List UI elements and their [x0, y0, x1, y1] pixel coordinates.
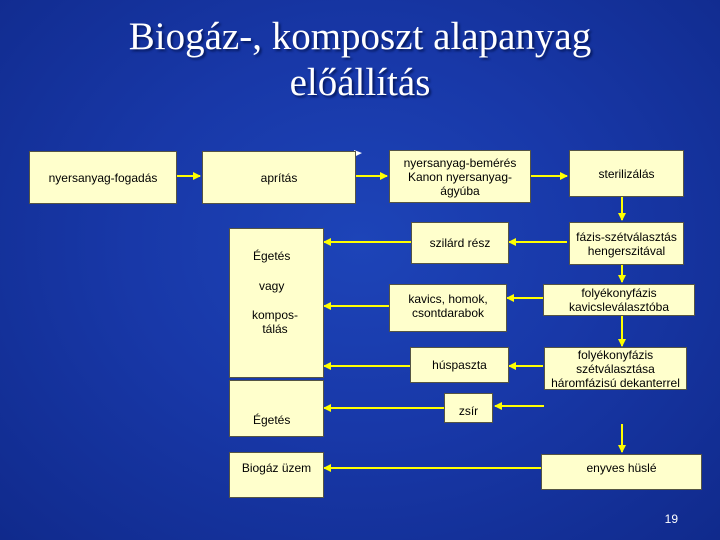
box-reception: [29, 151, 177, 204]
slide-title-line-1: Biogáz-, komposzt alapanyag: [128, 15, 592, 58]
label-meat-paste: húspaszta: [432, 358, 487, 372]
label-glue-broth: enyves hüslé: [586, 461, 657, 475]
label-sterilization: sterilizálás: [598, 166, 655, 181]
box-burning-bottom: [229, 380, 324, 437]
label-gravel-separation: folyékonyfázis kavicsleválasztóba: [568, 286, 670, 314]
box-gravel-separation: [543, 284, 695, 316]
box-burning-or-composting: [229, 228, 324, 378]
label-composting: kompos- tálás: [251, 308, 298, 336]
label-burning-bottom: Égetés: [253, 413, 291, 427]
box-glue-broth: [541, 454, 702, 490]
box-fat: [444, 393, 493, 423]
box-biogas-plant: [229, 452, 324, 498]
label-reception: nyersanyag-fogadás: [48, 170, 158, 185]
box-phase-separation: [569, 222, 684, 265]
label-burning-top: Égetés: [253, 249, 291, 263]
label-fat: zsír: [458, 404, 479, 418]
slide-title-line-2: előállítás: [289, 61, 431, 104]
label-weighing: nyersanyag-bemérés Kanon nyersanyag- ágyúba: [403, 155, 517, 198]
label-or: vagy: [259, 279, 285, 293]
box-sterilization: [569, 150, 684, 197]
label-gravel: kavics, homok, csontdarabok: [408, 292, 488, 320]
box-solid-part: [411, 222, 509, 264]
label-shredding: aprítás: [260, 170, 298, 185]
box-meat-paste: [410, 347, 509, 383]
box-gravel: [389, 284, 507, 332]
page-number: 19: [664, 512, 678, 526]
box-weighing: [389, 150, 531, 203]
label-three-phase: folyékonyfázis szétválasztása háromfázisú dekanterrel: [551, 347, 680, 390]
label-biogas-plant: Biogáz üzem: [241, 461, 312, 475]
label-solid-part: szilárd rész: [429, 236, 491, 250]
box-three-phase: [544, 347, 687, 390]
box-shredding: [202, 151, 356, 204]
label-phase-separation: fázis-szétválasztás hengerszitával: [576, 229, 677, 258]
